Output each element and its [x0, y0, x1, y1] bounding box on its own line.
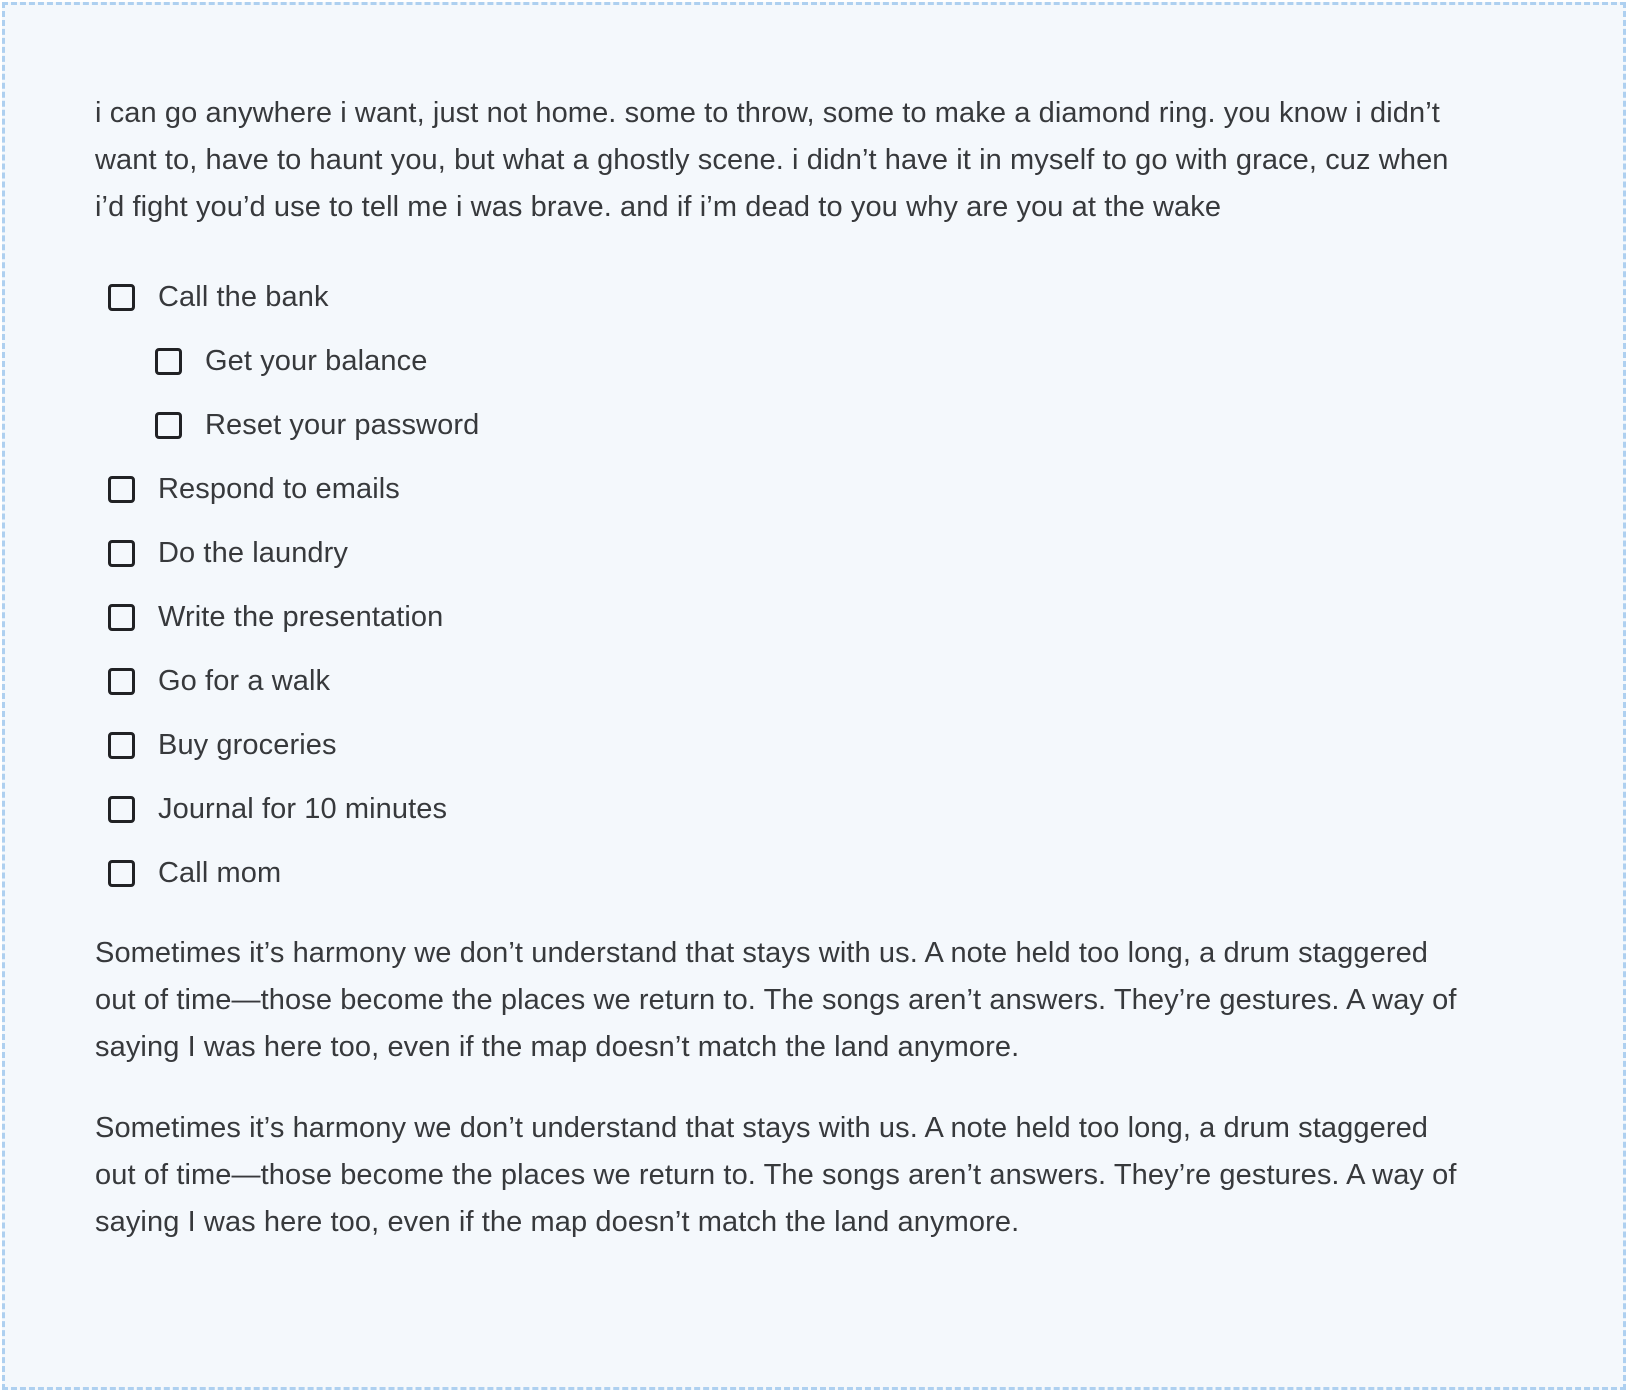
- todo-item[interactable]: [95, 585, 1533, 649]
- checkbox-unchecked-icon[interactable]: [108, 284, 135, 311]
- todo-item[interactable]: [95, 713, 1533, 777]
- todo-item-label: Get your balance: [205, 344, 428, 377]
- todo-item[interactable]: [95, 777, 1533, 841]
- todo-item[interactable]: [95, 457, 1533, 521]
- todo-item[interactable]: [95, 521, 1533, 585]
- document-body: [5, 5, 1623, 1246]
- todo-item[interactable]: [95, 649, 1533, 713]
- checkbox-unchecked-icon[interactable]: [155, 348, 182, 375]
- checkbox-unchecked-icon[interactable]: [108, 540, 135, 567]
- checkbox-unchecked-icon[interactable]: [108, 860, 135, 887]
- intro-paragraph: i can go anywhere i want, just not home. some to throw, some to make a diamond ring. you know i didn’t want to, have to haunt you, but what a ghostly scene. i didn’t have it in myself to go with grace, cuz when i’d fight you’d use to tell me i was brave. and if i’m dead to you why are you at the wake: [95, 97, 1449, 223]
- document-canvas: [2, 2, 1626, 1390]
- todo-item-label: Do the laundry: [158, 536, 349, 569]
- todo-item[interactable]: [95, 841, 1533, 905]
- closing-paragraph-1: Sometimes it’s harmony we don’t understand that stays with us. A note held too long, a drum staggered out of time—those become the places we return to. The songs aren’t answers. They’re gestures. A way of saying I was here too, even if the map doesn’t match the land anymore.: [95, 937, 1457, 1063]
- todo-item[interactable]: [95, 393, 1533, 457]
- todo-item-label: Journal for 10 minutes: [158, 792, 448, 825]
- checkbox-unchecked-icon[interactable]: [108, 668, 135, 695]
- todo-checklist: [95, 265, 1533, 905]
- todo-item[interactable]: [95, 265, 1533, 329]
- checkbox-unchecked-icon[interactable]: [108, 604, 135, 631]
- todo-item-label: Call mom: [158, 856, 282, 889]
- checkbox-unchecked-icon[interactable]: [108, 732, 135, 759]
- checkbox-unchecked-icon[interactable]: [108, 476, 135, 503]
- checkbox-unchecked-icon[interactable]: [108, 796, 135, 823]
- todo-item-label: Go for a walk: [158, 664, 331, 697]
- todo-item-label: Respond to emails: [158, 472, 400, 505]
- todo-item-label: Reset your password: [205, 408, 480, 441]
- closing-paragraph-2: Sometimes it’s harmony we don’t understand that stays with us. A note held too long, a drum staggered out of time—those become the places we return to. The songs aren’t answers. They’re gestures. A way of saying I was here too, even if the map doesn’t match the land anymore.: [95, 1112, 1457, 1238]
- todo-item-label: Write the presentation: [158, 600, 444, 633]
- todo-item-label: Call the bank: [158, 280, 329, 313]
- todo-item[interactable]: [95, 329, 1533, 393]
- todo-item-label: Buy groceries: [158, 728, 337, 761]
- checkbox-unchecked-icon[interactable]: [155, 412, 182, 439]
